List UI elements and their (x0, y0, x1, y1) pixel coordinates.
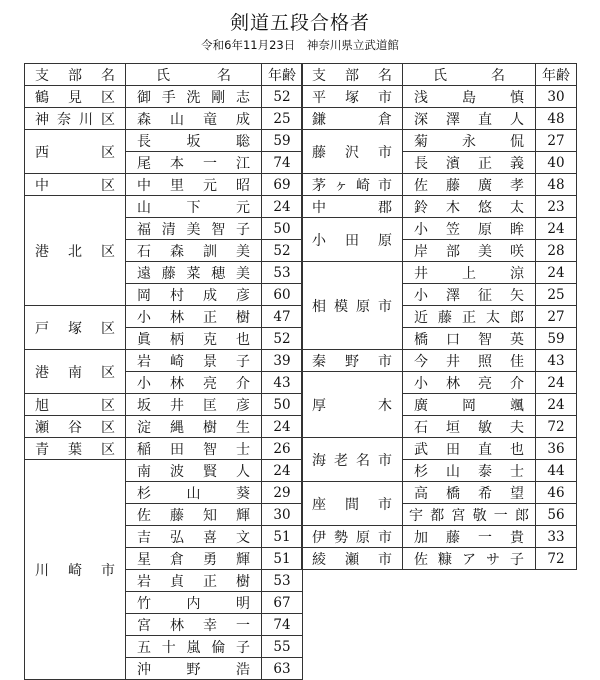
table-row (25, 86, 303, 108)
member-name: 宮林幸一 (126, 614, 262, 636)
member-name: 星倉勇輝 (126, 548, 262, 570)
table-row (302, 372, 577, 394)
member-name: 佐藤知輝 (126, 504, 262, 526)
member-name: 岸部美咲 (403, 240, 536, 262)
member-name: 福清美智子 (126, 218, 262, 240)
member-age: 46 (536, 482, 577, 504)
member-age: 43 (536, 350, 577, 372)
member-age: 51 (262, 526, 303, 548)
member-age: 72 (536, 416, 577, 438)
member-age: 24 (262, 196, 303, 218)
branch-cell: 藤沢市 (302, 130, 403, 174)
member-age: 72 (536, 548, 577, 570)
member-name: 尾本一江 (126, 152, 262, 174)
member-age: 24 (262, 416, 303, 438)
member-age: 52 (262, 328, 303, 350)
member-age: 52 (262, 86, 303, 108)
table-row (25, 174, 303, 196)
member-name: 五十嵐倫子 (126, 636, 262, 658)
branch-cell: 中郡 (302, 196, 403, 218)
member-name: 小林亮介 (403, 372, 536, 394)
table-row (25, 196, 303, 218)
table-row (302, 526, 577, 548)
table-row (25, 350, 303, 372)
branch-cell: 小田原 (302, 218, 403, 262)
member-age: 63 (262, 658, 303, 680)
member-age: 23 (536, 196, 577, 218)
member-age: 53 (262, 262, 303, 284)
member-name: 井上涼 (403, 262, 536, 284)
member-name: 橋口智英 (403, 328, 536, 350)
header-row (25, 64, 303, 86)
member-age: 39 (262, 350, 303, 372)
member-age: 50 (262, 218, 303, 240)
member-name: 小澤征矢 (403, 284, 536, 306)
member-name: 小林亮介 (126, 372, 262, 394)
exam-venue: 神奈川県立武道館 (306, 38, 399, 52)
member-age: 55 (262, 636, 303, 658)
member-name: 杉山葵 (126, 482, 262, 504)
member-age: 60 (262, 284, 303, 306)
member-name: 佐糠アサ子 (403, 548, 536, 570)
member-age: 25 (262, 108, 303, 130)
branch-cell: 座間市 (302, 482, 403, 526)
member-age: 59 (536, 328, 577, 350)
right-results-table (301, 63, 577, 570)
branch-cell: 瀬谷区 (25, 416, 126, 438)
member-name: 高橋希望 (403, 482, 536, 504)
member-name: 小林正樹 (126, 306, 262, 328)
member-age: 43 (262, 372, 303, 394)
branch-cell: 海老名市 (302, 438, 403, 482)
branch-cell: 神奈川区 (25, 108, 126, 130)
branch-cell: 相模原市 (302, 262, 403, 350)
branch-cell: 港北区 (25, 196, 126, 306)
member-age: 44 (536, 460, 577, 482)
branch-cell: 戸塚区 (25, 306, 126, 350)
header-age: 年齢 (536, 64, 577, 86)
member-age: 36 (536, 438, 577, 460)
member-name: 竹内明 (126, 592, 262, 614)
member-age: 30 (262, 504, 303, 526)
branch-cell: 鎌倉 (302, 108, 403, 130)
member-name: 岩崎景子 (126, 350, 262, 372)
member-age: 28 (536, 240, 577, 262)
exam-date: 令和6年11月23日 (201, 38, 296, 52)
member-name: 吉弘喜文 (126, 526, 262, 548)
member-age: 69 (262, 174, 303, 196)
member-name: 小笠原眸 (403, 218, 536, 240)
member-age: 47 (262, 306, 303, 328)
header-age: 年齢 (262, 64, 303, 86)
member-name: 深澤直人 (403, 108, 536, 130)
table-row (25, 460, 303, 482)
subtitle (0, 38, 600, 53)
table-row (302, 174, 577, 196)
member-age: 24 (536, 262, 577, 284)
table-row (302, 548, 577, 570)
left-results-table (24, 63, 303, 680)
member-name: 南波賢人 (126, 460, 262, 482)
member-age: 27 (536, 130, 577, 152)
member-name: 山下元 (126, 196, 262, 218)
branch-cell: 鶴見区 (25, 86, 126, 108)
branch-cell: 旭区 (25, 394, 126, 416)
header-name: 氏名 (403, 64, 536, 86)
table-row (25, 416, 303, 438)
member-age: 24 (536, 218, 577, 240)
branch-cell: 厚木 (302, 372, 403, 438)
table-row (302, 482, 577, 504)
member-name: 眞柄克也 (126, 328, 262, 350)
member-age: 25 (536, 284, 577, 306)
table-row (302, 86, 577, 108)
member-age: 33 (536, 526, 577, 548)
branch-cell: 港南区 (25, 350, 126, 394)
member-age: 53 (262, 570, 303, 592)
member-age: 48 (536, 108, 577, 130)
member-name: 鈴木悠太 (403, 196, 536, 218)
member-name: 淀縄樹生 (126, 416, 262, 438)
member-age: 24 (262, 460, 303, 482)
member-age: 24 (536, 394, 577, 416)
member-age: 74 (262, 614, 303, 636)
member-name: 今井照佳 (403, 350, 536, 372)
member-age: 74 (262, 152, 303, 174)
member-name: 長坂聡 (126, 130, 262, 152)
member-age: 59 (262, 130, 303, 152)
table-row (25, 438, 303, 460)
table-row (302, 350, 577, 372)
member-age: 51 (262, 548, 303, 570)
table-row (25, 108, 303, 130)
member-age: 29 (262, 482, 303, 504)
member-age: 48 (536, 174, 577, 196)
branch-cell: 中区 (25, 174, 126, 196)
member-name: 菊永侃 (403, 130, 536, 152)
member-age: 56 (536, 504, 577, 526)
header-row (302, 64, 577, 86)
member-age: 67 (262, 592, 303, 614)
branch-cell: 青葉区 (25, 438, 126, 460)
header-name: 氏名 (126, 64, 262, 86)
member-age: 52 (262, 240, 303, 262)
member-name: 岩貞正樹 (126, 570, 262, 592)
member-age: 40 (536, 152, 577, 174)
member-name: 近藤正太郎 (403, 306, 536, 328)
branch-cell: 西区 (25, 130, 126, 174)
table-row (302, 130, 577, 152)
member-age: 30 (536, 86, 577, 108)
member-name: 稲田智士 (126, 438, 262, 460)
table-row (25, 394, 303, 416)
member-name: 森山竜成 (126, 108, 262, 130)
member-age: 50 (262, 394, 303, 416)
table-row (302, 196, 577, 218)
table-row (302, 218, 577, 240)
member-name: 杉山泰士 (403, 460, 536, 482)
table-row (302, 262, 577, 284)
member-name: 中里元昭 (126, 174, 262, 196)
member-name: 加藤一貴 (403, 526, 536, 548)
member-name: 石垣敏夫 (403, 416, 536, 438)
member-name: 長濱正義 (403, 152, 536, 174)
member-name: 坂井匡彦 (126, 394, 262, 416)
member-name: 御手洗剛志 (126, 86, 262, 108)
member-name: 石森訓美 (126, 240, 262, 262)
member-age: 24 (536, 372, 577, 394)
member-name: 浅島慎 (403, 86, 536, 108)
branch-cell: 平塚市 (302, 86, 403, 108)
member-name: 武田直也 (403, 438, 536, 460)
branch-cell: 秦野市 (302, 350, 403, 372)
branch-cell: 川崎市 (25, 460, 126, 680)
table-row (25, 130, 303, 152)
member-name: 佐藤廣孝 (403, 174, 536, 196)
branch-cell: 茅ヶ崎市 (302, 174, 403, 196)
branch-cell: 伊勢原市 (302, 526, 403, 548)
member-name: 沖野浩 (126, 658, 262, 680)
branch-cell: 綾瀬市 (302, 548, 403, 570)
member-name: 遠藤菜穂美 (126, 262, 262, 284)
table-row (25, 306, 303, 328)
table-row (302, 438, 577, 460)
member-age: 27 (536, 306, 577, 328)
table-row (302, 108, 577, 130)
member-name: 宇都宮敬一郎 (403, 504, 536, 526)
member-name: 岡村成彦 (126, 284, 262, 306)
member-name: 廣岡颯 (403, 394, 536, 416)
header-branch: 支部名 (25, 64, 126, 86)
page-title: 剣道五段合格者 (229, 12, 370, 34)
member-age: 26 (262, 438, 303, 460)
header-branch: 支部名 (302, 64, 403, 86)
